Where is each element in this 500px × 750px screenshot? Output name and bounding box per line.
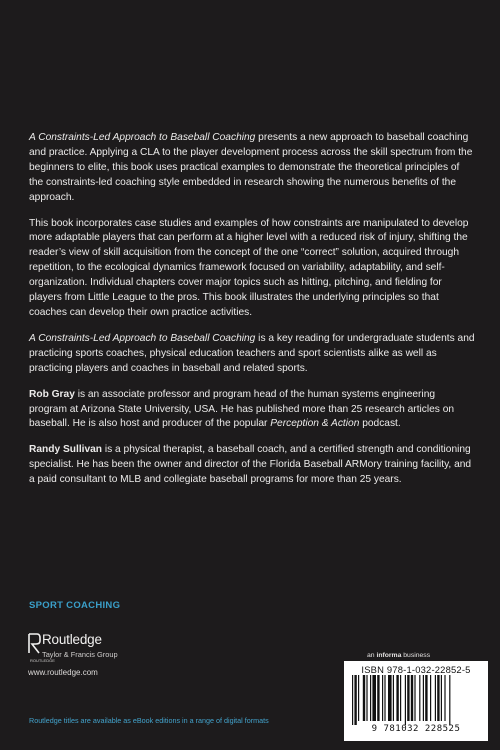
ebook-footnote: Routledge titles are available as eBook editions in a range of digital formats — [29, 716, 269, 725]
book-title: A Constraints-Led Approach to Baseball Coaching — [29, 132, 256, 143]
routledge-logo-icon — [28, 633, 55, 663]
author-bio-gray: Rob Gray is an associate professor and program head of the human systems engineering program at Arizona State University, USA. He has published more than 25 research articles on baseball. He is also host and producer of the popular Perception & Action podcast. — [29, 388, 455, 430]
author-name: Randy Sullivan — [29, 444, 103, 456]
publisher-name: Routledge — [42, 632, 102, 647]
description-paragraph-3: A Constraints-Led Approach to Baseball Coaching is a key reading for undergraduate students and practicing sports coaches, physical education teachers and sport scientists alike as well as practicing players and coaches in baseball and related sports. — [29, 332, 475, 374]
description-paragraph-2: This book incorporates case studies and examples of how constraints are manipulated to develop more adaptable players that can perform at a higher level with a reduced risk of injury, shifting the reader’s view of skill acquisition from the concept of the one “correct” solution, acquired through repetition, to the ecological dynamics framework focused on variability, adaptability, and self-organization. Individual chapters cover major topics such as hitting, pitching, and fielding for players from Little League to the pros. This book illustrates the underlying principles so that coaches can develop their own practice activities. — [29, 217, 469, 318]
barcode-digits: 9 781032 228525 — [371, 724, 461, 734]
description-paragraph-1: A Constraints-Led Approach to Baseball Coaching presents a new approach to baseball coaching and practice. Applying a CLA to the player development process across the skill spectrum from the beginners to elite, this book uses practical examples to demonstrate the theoretical principles of the constraints-led coaching style embedded in research showing the numerous benefits of the approach. — [29, 132, 473, 203]
book-title: A Constraints-Led Approach to Baseball Coaching — [29, 332, 256, 344]
informa-tagline: an informa business — [367, 652, 431, 659]
category-label: SPORT COACHING — [29, 600, 121, 611]
back-cover-blurb — [29, 131, 475, 499]
author-bio-sullivan: Randy Sullivan is a physical therapist, a baseball coach, and a certified strength and conditioning specialist. He has been the owner and director of the Florida Baseball ARMory training facility, and a paid consultant to MLB and collegiate baseball programs for more than 25 years. — [29, 444, 472, 486]
vertical-mark-text: ROUTLEDGE — [30, 658, 55, 663]
publisher-group: Taylor & Francis Group — [42, 650, 118, 659]
isbn-label: ISBN 978-1-032-22852-5 — [361, 664, 471, 675]
informa-brand: informa — [376, 652, 402, 659]
isbn-barcode — [344, 661, 488, 741]
author-name: Rob Gray — [29, 388, 75, 400]
publisher-website: www.routledge.com — [28, 668, 98, 677]
podcast-title: Perception & Action — [270, 418, 360, 430]
barcode-icon — [350, 675, 482, 725]
